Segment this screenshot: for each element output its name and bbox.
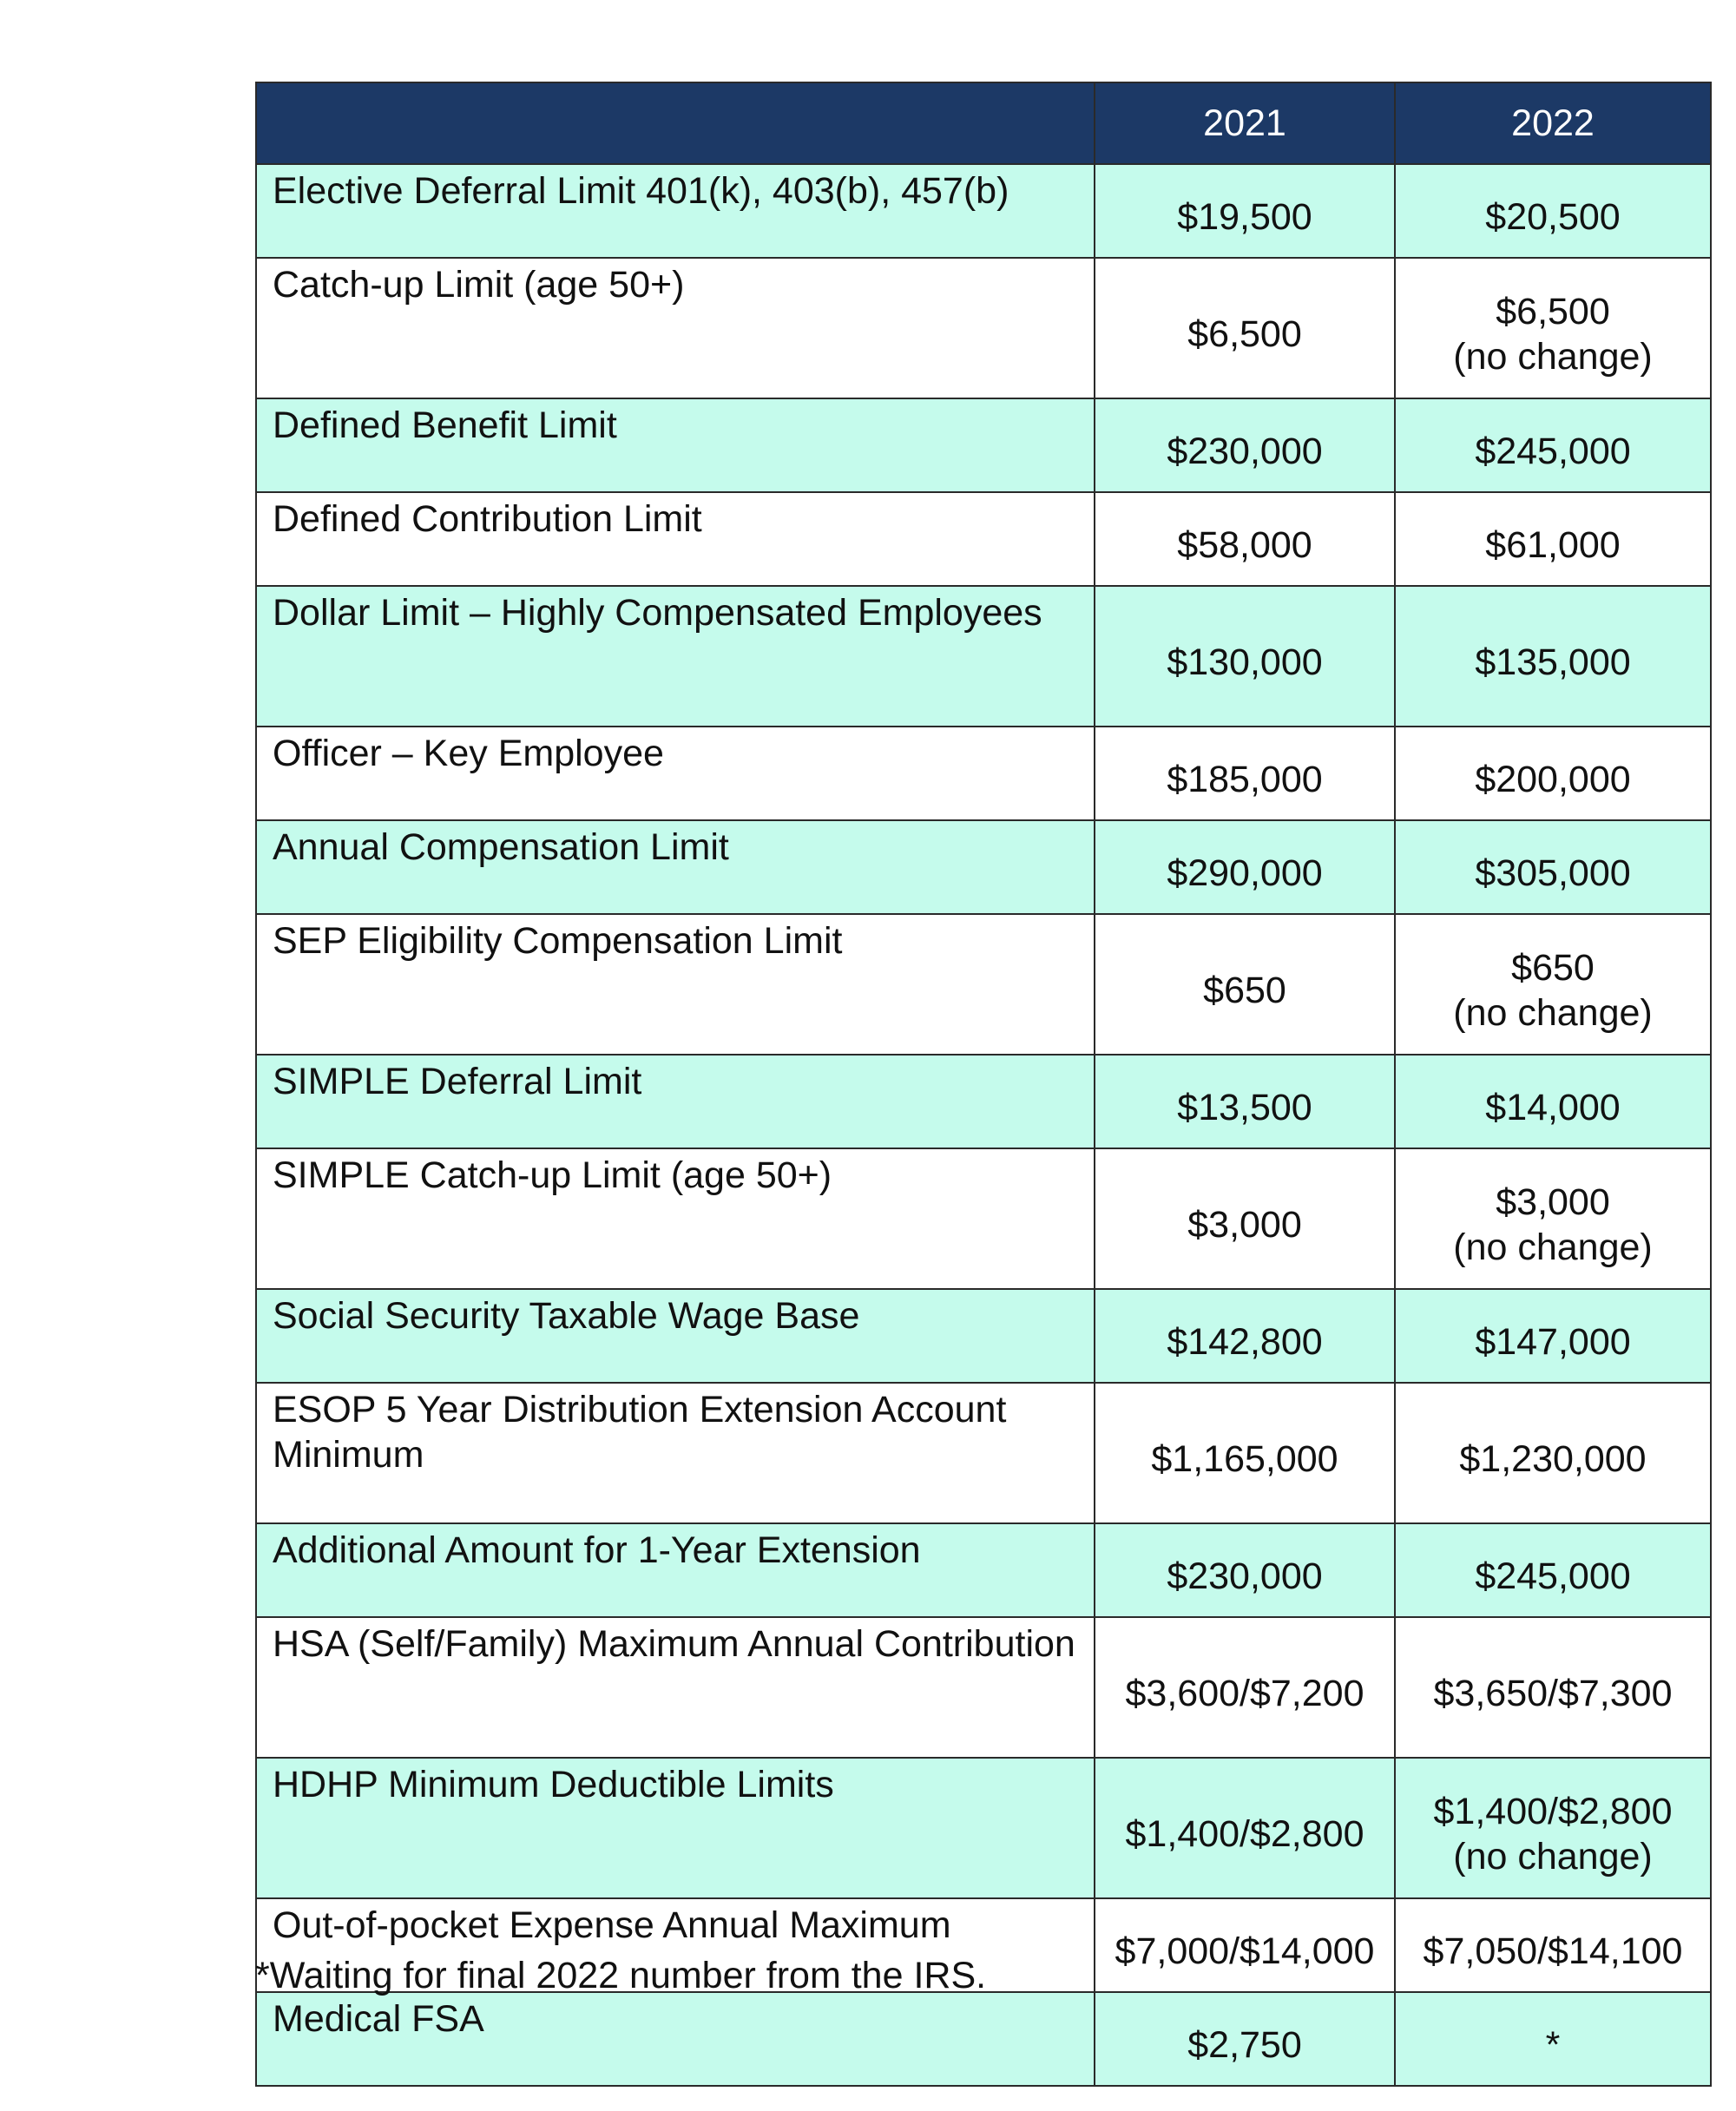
value-2021: $1,400/$2,800 <box>1095 1758 1395 1898</box>
value-2021: $290,000 <box>1095 820 1395 914</box>
value-2021: $7,000/$14,000 <box>1095 1898 1395 1992</box>
value-2021: $650 <box>1095 914 1395 1055</box>
header-row <box>256 82 1711 164</box>
table-row <box>256 1148 1711 1289</box>
row-label: SIMPLE Deferral Limit <box>256 1055 1095 1148</box>
value-2022: $1,230,000 <box>1395 1383 1711 1523</box>
contribution-limits-table <box>255 82 1712 2087</box>
value-2021: $3,600/$7,200 <box>1095 1617 1395 1758</box>
header-year-2021: 2021 <box>1095 82 1395 164</box>
row-label: Out-of-pocket Expense Annual Maximum <box>256 1898 1095 1992</box>
value-2021: $6,500 <box>1095 258 1395 398</box>
value-2021: $185,000 <box>1095 727 1395 820</box>
value-2022: $3,000 (no change) <box>1395 1148 1711 1289</box>
row-label: SIMPLE Catch-up Limit (age 50+) <box>256 1148 1095 1289</box>
row-label: Defined Contribution Limit <box>256 492 1095 586</box>
row-label: Elective Deferral Limit 401(k), 403(b), 457(b) <box>256 164 1095 258</box>
value-2022: $7,050/$14,100 <box>1395 1898 1711 1992</box>
value-2022: $650 (no change) <box>1395 914 1711 1055</box>
value-2022: $135,000 <box>1395 586 1711 727</box>
table-row <box>256 1758 1711 1898</box>
value-2022: * <box>1395 1992 1711 2086</box>
row-label: Medical FSA <box>256 1992 1095 2086</box>
table-row <box>256 1523 1711 1617</box>
header-year-2022: 2022 <box>1395 82 1711 164</box>
table-row <box>256 164 1711 258</box>
row-label: HDHP Minimum Deductible Limits <box>256 1758 1095 1898</box>
table-body <box>256 164 1711 2086</box>
value-2021: $2,750 <box>1095 1992 1395 2086</box>
value-2022: $3,650/$7,300 <box>1395 1617 1711 1758</box>
row-label: Social Security Taxable Wage Base <box>256 1289 1095 1383</box>
header-label-cell <box>256 82 1095 164</box>
table-row <box>256 586 1711 727</box>
value-2022: $245,000 <box>1395 398 1711 492</box>
row-label: Additional Amount for 1-Year Extension <box>256 1523 1095 1617</box>
table-row <box>256 398 1711 492</box>
value-2021: $19,500 <box>1095 164 1395 258</box>
contribution-limits-table-wrapper <box>255 82 1710 2087</box>
row-label: Annual Compensation Limit <box>256 820 1095 914</box>
table-row <box>256 727 1711 820</box>
value-2022: $14,000 <box>1395 1055 1711 1148</box>
table-row <box>256 258 1711 398</box>
table-header <box>256 82 1711 164</box>
row-label: SEP Eligibility Compensation Limit <box>256 914 1095 1055</box>
value-2022: $61,000 <box>1395 492 1711 586</box>
value-2021: $142,800 <box>1095 1289 1395 1383</box>
footnote: *Waiting for final 2022 number from the IRS. <box>255 1955 987 1996</box>
table-row <box>256 1055 1711 1148</box>
table-row <box>256 1992 1711 2086</box>
value-2021: $58,000 <box>1095 492 1395 586</box>
table-row <box>256 1617 1711 1758</box>
value-2022: $20,500 <box>1395 164 1711 258</box>
value-2022: $6,500 (no change) <box>1395 258 1711 398</box>
table-row <box>256 492 1711 586</box>
row-label: Officer – Key Employee <box>256 727 1095 820</box>
table-row <box>256 1383 1711 1523</box>
table-row <box>256 914 1711 1055</box>
value-2022: $200,000 <box>1395 727 1711 820</box>
value-2021: $1,165,000 <box>1095 1383 1395 1523</box>
value-2021: $230,000 <box>1095 1523 1395 1617</box>
value-2022: $147,000 <box>1395 1289 1711 1383</box>
value-2022: $245,000 <box>1395 1523 1711 1617</box>
value-2021: $3,000 <box>1095 1148 1395 1289</box>
value-2022: $305,000 <box>1395 820 1711 914</box>
value-2021: $130,000 <box>1095 586 1395 727</box>
table-row <box>256 1289 1711 1383</box>
row-label: Defined Benefit Limit <box>256 398 1095 492</box>
value-2022: $1,400/$2,800 (no change) <box>1395 1758 1711 1898</box>
row-label: HSA (Self/Family) Maximum Annual Contribution <box>256 1617 1095 1758</box>
value-2021: $13,500 <box>1095 1055 1395 1148</box>
table-row <box>256 820 1711 914</box>
row-label: Dollar Limit – Highly Compensated Employees <box>256 586 1095 727</box>
row-label: Catch-up Limit (age 50+) <box>256 258 1095 398</box>
row-label: ESOP 5 Year Distribution Extension Account Minimum <box>256 1383 1095 1523</box>
value-2021: $230,000 <box>1095 398 1395 492</box>
